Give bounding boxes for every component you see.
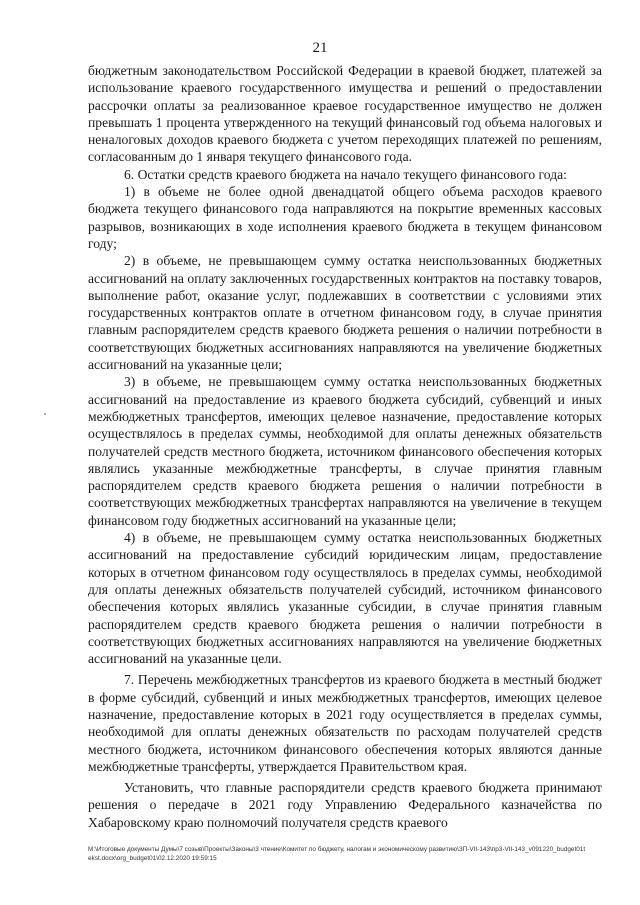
scan-speck [44,413,46,415]
paragraph-subitem-3: 3) в объеме, не превышающем сумму остатка неиспользованных бюджетных ассигнований на предоставление из краевого бюджета субсидий, субвенций и иных межбюджетных трансфертов, имеющих целевое назначение, предоставление которых осуществлялось в пределах суммы, необходимой для оплаты денежных обязательств получателей средств местного бюджета, источником финансового обеспечения которых являлись указанные межбюджетные трансферты, в случае принятия главным распорядителем средств краевого бюджета решения о наличии потребности в соответствующих межбюджетных трансфертах направляются на увеличение в текущем финансовом году бюджетных ассигнований на указанные цели; [88,374,602,528]
paragraph-establish: Установить, что главные распорядители средств краевого бюджета принимают решения о передаче в 2021 году Управлению Федерального казначейства по Хабаровскому краю полномочий получателя средств краевого [88,780,602,830]
footer-file-path: M:\Итоговые документы Думы\7 созыв\Проекты\Законы\3 чтение\Комитет по бюджету, налогам и экономическому развитию\ЗП-VII-143\пр3-VII-143_v091220_budget01tekst.docx\org_budget01\02.12.2020 19:59:15 [88,846,586,862]
document-body [88,62,602,831]
paragraph-subitem-2: 2) в объеме, не превышающем сумму остатка неиспользованных бюджетных ассигнований на оплату заключенных государственных контрактов на поставку товаров, выполнение работ, оказание услуг, подлежавших в соответствии с условиями этих государственных контрактов оплате в отчетном финансовом году, в случае принятия главным распорядителем средств краевого бюджета решения о наличии потребности в соответствующих бюджетных ассигнованиях направляются на увеличение бюджетных ассигнований на указанные цели; [88,253,602,373]
page-number: 21 [312,40,328,56]
paragraph-subitem-1: 1) в объеме не более одной двенадцатой общего объема расходов краевого бюджета текущего финансового года направляются на покрытие временных кассовых разрывов, возникающих в ходе исполнения краевого бюджета в текущем финансовом году; [88,184,602,251]
paragraph-continuation: бюджетным законодательством Российской Федерации в краевой бюджет, платежей за использование краевого государственного имущества и решений о предоставлении рассрочки оплаты за реализованное краевое государственное имущество не должен превышать 1 процента утвержденного на текущий финансовый год объема налоговых и неналоговых доходов краевого бюджета с учетом переходящих платежей по решениям, согласованным до 1 января текущего финансового года. [88,63,602,165]
paragraph-item-6: 6. Остатки средств краевого бюджета на начало текущего финансового года: [124,166,567,182]
paragraph-item-7: 7. Перечень межбюджетных трансфертов из краевого бюджета в местный бюджет в форме субсидий, субвенций и иных межбюджетных трансфертов, имеющих целевое назначение, предоставление которых в 2021 году осуществляется в пределах суммы, необходимой для оплаты денежных обязательств по расходам получателей средств местного бюджета, источником финансового обеспечения которых являются данные межбюджетные трансферты, утверждается Правительством края. [88,672,602,774]
paragraph-subitem-4: 4) в объеме, не превышающем сумму остатка неиспользованных бюджетных ассигнований на предоставление субсидий юридическим лицам, предоставление которых в отчетном финансовом году осуществлялось в пределах суммы, необходимой для оплаты денежных обязательств получателей субсидий, источником финансового обеспечения которых являлись указанные субсидии, в случае принятия главным распорядителем средств краевого бюджета решения о наличии потребности в соответствующих бюджетных ассигнованиях направляются на увеличение бюджетных ассигнований на указанные цели. [88,530,602,667]
